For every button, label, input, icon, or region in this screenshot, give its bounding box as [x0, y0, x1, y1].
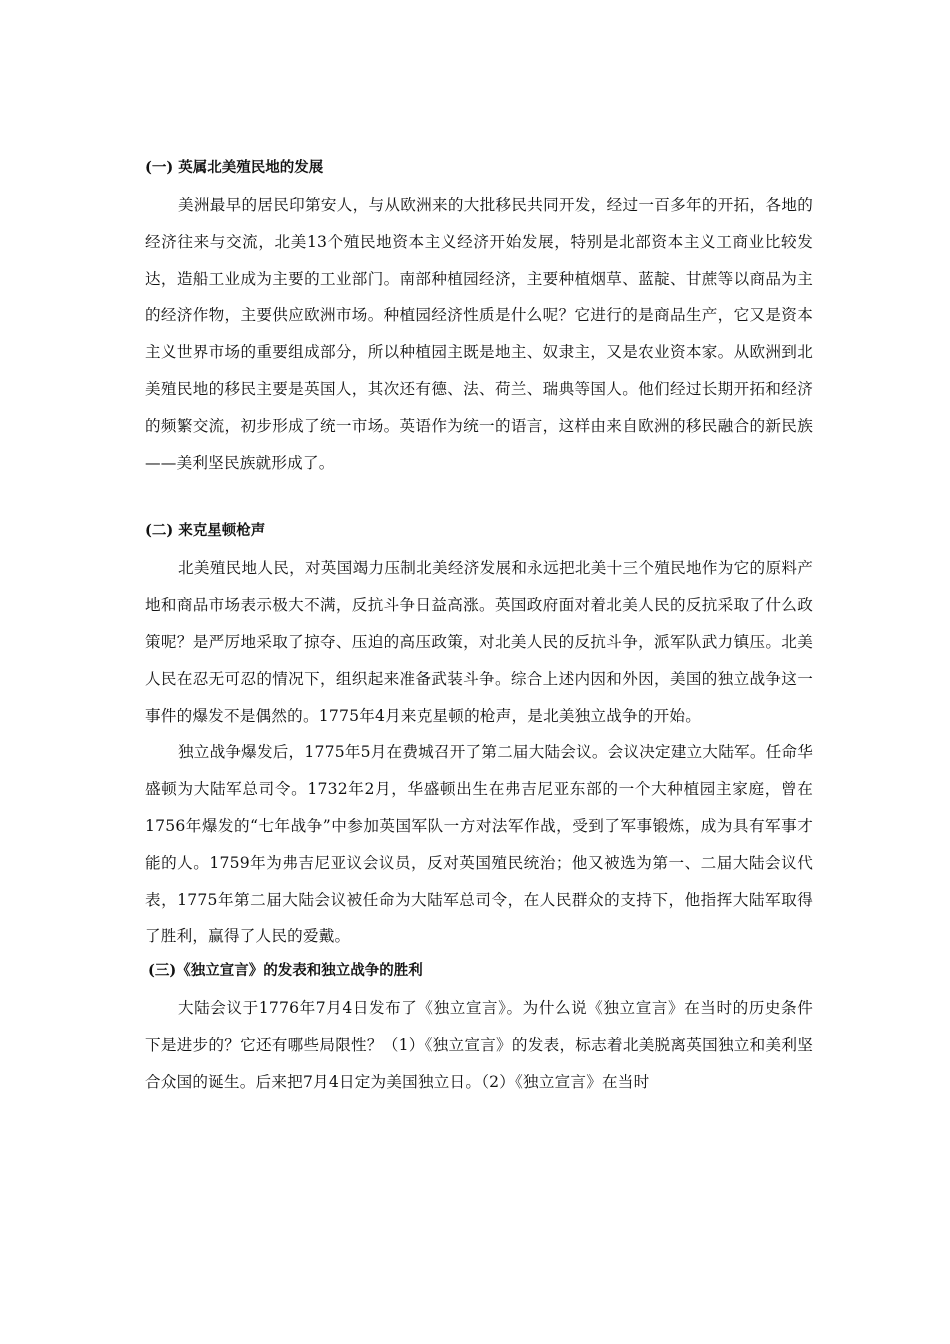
section-2-paragraph-2: 独立战争爆发后，1775年5月在费城召开了第二届大陆会议。会议决定建立大陆军。任命华盛顿为大陆军总司令。1732年2月，华盛顿出生在弗吉尼亚东部的一个大种植园主家庭，曾在1756年爆发的“七年战争”中参加英国军队一方对法军作战，受到了军事锻炼，成为具有军事才能的人。1759年为弗吉尼亚议会议员，反对英国殖民统治；他又被选为第一、二届大陆会议代表，1775年第二届大陆会议被任命为大陆军总司令，在人民群众的支持下，他指挥大陆军取得了胜利，赢得了人民的爱戴。 [145, 743, 813, 946]
section-2-paragraph-1: 北美殖民地人民，对英国竭力压制北美经济发展和永远把北美十三个殖民地作为它的原料产地和商品市场表示极大不满，反抗斗争日益高涨。英国政府面对着北美人民的反抗采取了什么政策呢？是严厉地采取了掠夺、压迫的高压政策，对北美人民的反抗斗争，派军队武力镇压。北美人民在忍无可忍的情况下，组织起来准备武装斗争。综合上述内因和外因，美国的独立战争这一事件的爆发不是偶然的。1775年4月来克星顿的枪声，是北美独立战争的开始。 [145, 559, 813, 725]
section-heading-2: (二) 来克星顿枪声 [145, 522, 266, 540]
section-heading-1: (一) 英属北美殖民地的发展 [145, 159, 324, 176]
section-3-paragraph-1: 大陆会议于1776年7月4日发布了《独立宣言》。为什么说《独立宣言》在当时的历史条件下是进步的？它还有哪些局限性？（1）《独立宣言》的发表，标志着北美脱离英国独立和美利坚合众国的诞生。后来把7月4日定为美国独立日。（2）《独立宣言》在当时 [145, 999, 813, 1091]
document-body [145, 158, 813, 1101]
section-1-paragraph-1: 美洲最早的居民印第安人，与从欧洲来的大批移民共同开发，经过一百多年的开拓，各地的经济往来与交流，北美13个殖民地资本主义经济开始发展，特别是北部资本主义工商业比较发达，造船工业成为主要的工业部门。南部种植园经济，主要种植烟草、蓝靛、甘蔗等以商品为主的经济作物，主要供应欧洲市场。种植园经济性质是什么呢？它进行的是商品生产，它又是资本主义世界市场的重要组成部分，所以种植园主既是地主、奴隶主，又是农业资本家。从欧洲到北美殖民地的移民主要是英国人，其次还有德、法、荷兰、瑞典等国人。他们经过长期开拓和经济的频繁交流，初步形成了统一市场。英语作为统一的语言，这样由来自欧洲的移民融合的新民族——美利坚民族就形成了。 [145, 196, 813, 472]
section-heading-3: (三)《独立宣言》的发表和独立战争的胜利 [148, 962, 423, 980]
